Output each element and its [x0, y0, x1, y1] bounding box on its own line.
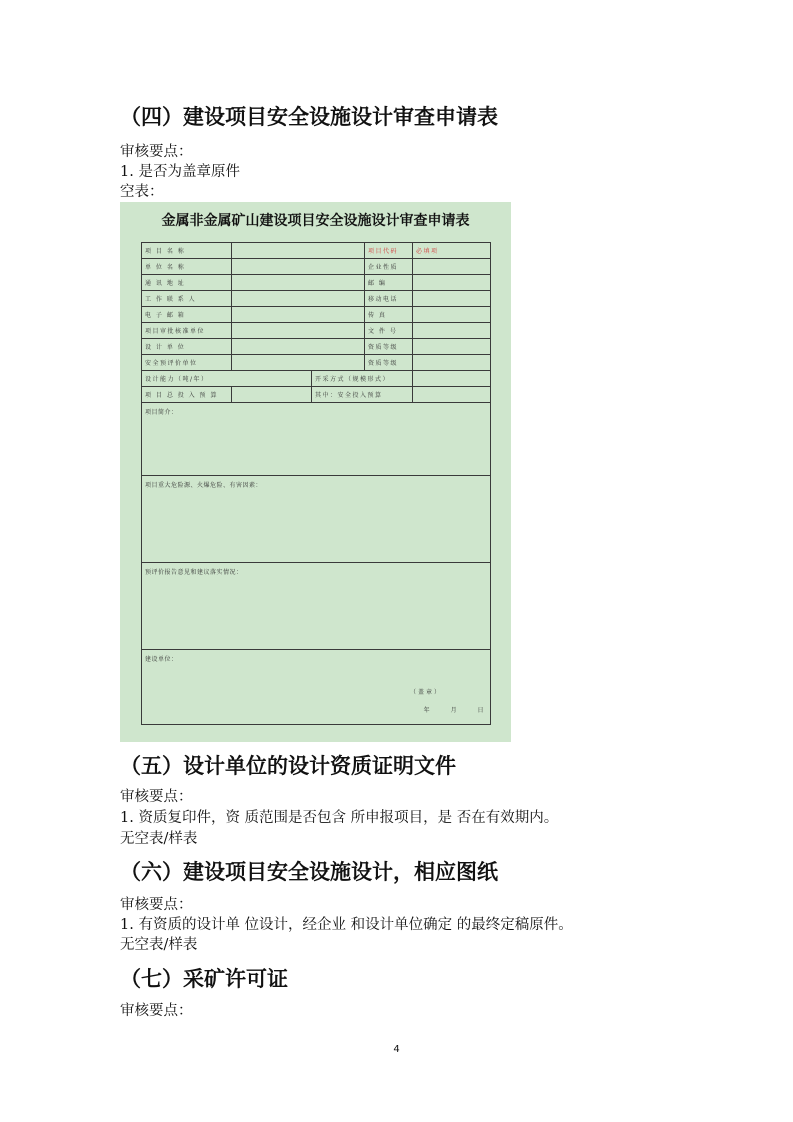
- form-cell: 项目审批核准单位: [142, 323, 232, 339]
- form-cell: 必填项: [413, 243, 491, 259]
- form-cell: 项 目 名 称: [142, 243, 232, 259]
- form-cell: 设计能力（吨/年）: [142, 371, 312, 387]
- form-cell-overview: 项目简介：: [142, 403, 491, 476]
- form-row: [142, 387, 491, 403]
- section-4-review-label: 审核要点：: [120, 144, 193, 160]
- form-cell: 开采方式（规模形式）: [312, 371, 413, 387]
- form-cell: 企业性质: [365, 259, 413, 275]
- form-row: [142, 563, 491, 650]
- form-row: [142, 291, 491, 307]
- date-label: 年 月 日: [423, 707, 484, 714]
- section-4-heading: （四）建设项目安全设施设计审查申请表: [120, 105, 498, 129]
- application-form-image: [120, 202, 511, 742]
- section-4-item-1: 1. 是否为盖章原件: [120, 164, 240, 180]
- form-cell: [232, 387, 312, 403]
- form-cell: 通 讯 地 址: [142, 275, 232, 291]
- form-cell: 设 计 单 位: [142, 339, 232, 355]
- form-cell: 邮 编: [365, 275, 413, 291]
- form-cell-hazards: 项目重大危险源、火爆危险、有害因素：: [142, 476, 491, 563]
- section-5-heading: （五）设计单位的设计资质证明文件: [120, 754, 456, 778]
- form-cell: [413, 339, 491, 355]
- section-4-blank-form-label: 空表：: [120, 184, 164, 200]
- form-row: [142, 371, 491, 387]
- form-table: [141, 242, 491, 725]
- form-cell: 移动电话: [365, 291, 413, 307]
- form-cell: [232, 275, 365, 291]
- section-7-heading: （七）采矿许可证: [120, 967, 288, 991]
- form-cell: 文 件 号: [365, 323, 413, 339]
- section-7-review-label: 审核要点：: [120, 1003, 193, 1019]
- form-title: 金属非金属矿山建设项目安全设施设计审查申请表: [161, 213, 470, 229]
- seal-label: （盖章）: [409, 689, 442, 696]
- form-cell: 资质等级: [365, 339, 413, 355]
- form-cell: 单 位 名 称: [142, 259, 232, 275]
- form-cell: [232, 323, 365, 339]
- form-row: [142, 403, 491, 476]
- form-cell: 传 真: [365, 307, 413, 323]
- form-cell: [232, 339, 365, 355]
- form-cell: [413, 307, 491, 323]
- form-cell: [413, 291, 491, 307]
- form-row: [142, 259, 491, 275]
- form-row: [142, 476, 491, 563]
- builder-label: 建设单位：: [145, 656, 178, 663]
- form-cell: 电 子 邮 箱: [142, 307, 232, 323]
- page-number: 4: [393, 1044, 400, 1055]
- section-5-note: 无空表/样表: [120, 831, 198, 847]
- form-cell: [232, 307, 365, 323]
- form-cell-builder: [142, 650, 491, 725]
- form-row: [142, 243, 491, 259]
- form-cell: 项目代码: [365, 243, 413, 259]
- form-cell: [413, 371, 491, 387]
- form-cell: [232, 291, 365, 307]
- form-row: [142, 323, 491, 339]
- form-row: [142, 650, 491, 725]
- section-6-review-label: 审核要点：: [120, 897, 193, 913]
- form-cell: 项 目 总 投 入 预 算: [142, 387, 232, 403]
- form-cell: 安全预评价单位: [142, 355, 232, 371]
- form-cell-suggestions: 预评价报告意见和建议落实情况：: [142, 563, 491, 650]
- section-5-item-1: 1. 资质复印件，资 质范围是否包含 所申报项目，是 否在有效期内。: [120, 810, 559, 826]
- form-cell: [413, 355, 491, 371]
- form-cell: 其中：安全投入预算: [312, 387, 413, 403]
- form-row: [142, 307, 491, 323]
- section-6-heading: （六）建设项目安全设施设计，相应图纸: [120, 860, 498, 884]
- form-cell: [232, 355, 365, 371]
- form-row: [142, 339, 491, 355]
- form-cell: 工 作 联 系 人: [142, 291, 232, 307]
- section-6-note: 无空表/样表: [120, 937, 198, 953]
- section-6-item-1: 1. 有资质的设计单 位设计，经企业 和设计单位确定 的最终定稿原件。: [120, 917, 573, 933]
- form-cell: 资质等级: [365, 355, 413, 371]
- form-cell: [232, 243, 365, 259]
- form-row: [142, 355, 491, 371]
- form-cell: [413, 387, 491, 403]
- section-5-review-label: 审核要点：: [120, 789, 193, 805]
- form-cell: [413, 323, 491, 339]
- form-row: [142, 275, 491, 291]
- form-cell: [232, 259, 365, 275]
- form-cell: [413, 259, 491, 275]
- form-cell: [413, 275, 491, 291]
